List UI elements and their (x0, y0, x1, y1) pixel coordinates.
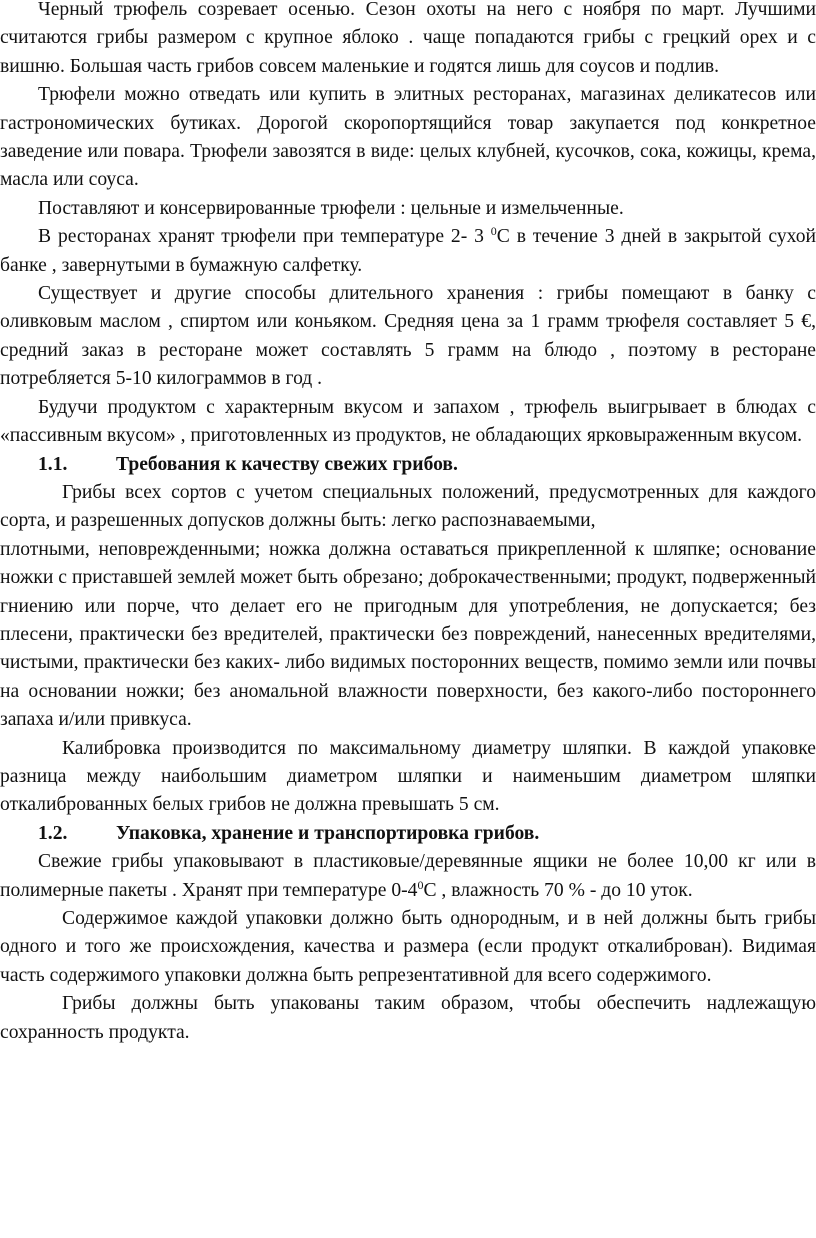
paragraph-flavor: Будучи продуктом с характерным вкусом и запахом , трюфель выигрывает в блюдах с «пассивным вкусом» , приготовленных из продуктов, не обладающих ярковыраженным вкусом. (0, 396, 816, 447)
paragraph-quality-requirements: Грибы всех сортов с учетом специальных положений, предусмотренных для каждого сорта, и разрешенных допусков должны быть: легко распознаваемыми, (0, 481, 816, 532)
text-fragment: В ресторанах хранят трюфели при температуре 2- 3 (38, 226, 491, 248)
section-heading-packaging (0, 820, 816, 848)
text-fragment: C , влажность 70 % - до 10 уток. (423, 879, 693, 901)
text-fragment: Свежие грибы упаковывают в пластиковые/деревянные ящики не более 10,00 кг или в полимерные пакеты . Хранят при температуре 0-4 (0, 851, 816, 901)
paragraph-packing (0, 848, 816, 905)
section-number: 1.1. (38, 453, 68, 475)
paragraph-quality-list: плотными, неповрежденными; ножка должна оставаться прикрепленной к шляпке; основание ножки с приставшей землей может быть обрезано; доброкачественными; продукт, подверженный гниению или порче, что делает его не пригодным для употребления, не допускается; без плесени, практически без вредителей, практически без повреждений, нанесенных вредителями, чистыми, практически без каких- либо видимых посторонних веществ, помимо земли или почвы на основании ножки; без аномальной влажности поверхности, без какого-либо постороннего запаха и/или привкуса. (0, 538, 816, 731)
text-fragment: C в течение 3 дней в закрытой сухой банке , завернутыми в бумажную салфетку. (0, 226, 816, 276)
paragraph-canned-truffles: Поставляют и консервированные трюфели : цельные и измельченные. (38, 197, 624, 219)
paragraph-long-storage: Существует и другие способы длительного хранения : грибы помещают в банку с оливковым маслом , спиртом или коньяком. Средняя цена за 1 грамм трюфеля составляет 5 €, средний заказ в ресторане может составлять 5 грамм на блюдо , поэтому в ресторане потребляется 5-10 килограммов в год . (0, 283, 816, 390)
paragraph-package-safety: Грибы должны быть упакованы таким образом, чтобы обеспечить надлежащую сохранность продукта. (0, 993, 816, 1043)
section-title: Упаковка, хранение и транспортировка грибов. (116, 822, 540, 844)
paragraph-where-to-buy: Трюфели можно отведать или купить в элитных ресторанах, магазинах деликатесов или гастрономических бутиках. Дорогой скоропортящийся товар закупается под конкретное заведение или повара. Трюфели завозятся в виде: целых клубней, кусочков, сока, кожицы, крема, масла или соуса. (0, 84, 816, 191)
degree-superscript: 0 (417, 877, 424, 892)
paragraph-package-contents: Содержимое каждой упаковки должно быть однородным, и в ней должны быть грибы одного и того же происхождения, качества и размера (если продукт откалиброван). Видимая часть содержимого упаковки должна быть репрезентативной для всего содержимого. (0, 908, 816, 986)
section-title: Требования к качеству свежих грибов. (116, 453, 458, 475)
degree-superscript: 0 (490, 224, 497, 239)
section-heading-quality (0, 451, 816, 479)
section-number: 1.2. (38, 822, 68, 844)
paragraph-calibration: Калибровка производится по максимальному диаметру шляпки. В каждой упаковке разница между наибольшим диаметром шляпки и наименьшим диаметром шляпки откалиброванных белых грибов не должна превышать 5 см. (0, 737, 816, 816)
paragraph-truffle-season: Черный трюфель созревает осенью. Сезон охоты на него с ноября по март. Лучшими считаются грибы размером с крупное яблоко . чаще попадаются грибы с грецкий орех и с вишню. Большая часть грибов совсем маленькие и годятся лишь для соусов и подлив. (0, 0, 816, 77)
paragraph-restaurant-storage (0, 223, 816, 280)
